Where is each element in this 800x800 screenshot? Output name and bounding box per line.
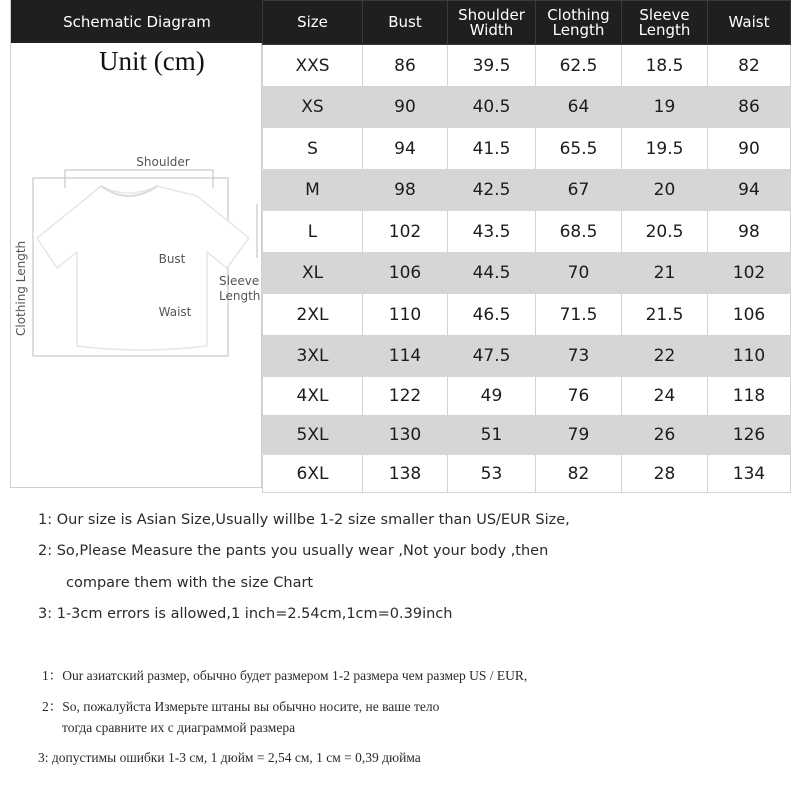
header-shoulder-width: Shoulder Width: [448, 1, 536, 45]
table-row: [263, 128, 791, 170]
unit-label: Unit (cm): [99, 46, 205, 76]
cell-size: XL: [263, 253, 363, 294]
cell-length: 68.5: [536, 211, 622, 253]
cell-waist: 86: [708, 87, 791, 128]
cell-bust: 114: [363, 336, 448, 377]
cell-shoulder: 46.5: [448, 294, 536, 336]
table-row: [263, 416, 791, 455]
header-size: Size: [263, 1, 363, 45]
cell-shoulder: 42.5: [448, 170, 536, 211]
cell-shoulder: 51: [448, 416, 536, 455]
cell-length: 70: [536, 253, 622, 294]
table-row: [263, 336, 791, 377]
cell-size: XXS: [263, 45, 363, 87]
table-row: [263, 87, 791, 128]
cell-length: 65.5: [536, 128, 622, 170]
header-bust: Bust: [363, 1, 448, 45]
cell-sleeve: 18.5: [622, 45, 708, 87]
cell-length: 64: [536, 87, 622, 128]
cell-size: 3XL: [263, 336, 363, 377]
clothing-length-label: Clothing Length: [14, 240, 28, 336]
cell-waist: 106: [708, 294, 791, 336]
cell-bust: 130: [363, 416, 448, 455]
cell-shoulder: 40.5: [448, 87, 536, 128]
cell-sleeve: 26: [622, 416, 708, 455]
table-row: [263, 294, 791, 336]
table-row: [263, 455, 791, 493]
cell-waist: 102: [708, 253, 791, 294]
cell-waist: 90: [708, 128, 791, 170]
cell-waist: 98: [708, 211, 791, 253]
waist-label: Waist: [158, 305, 192, 319]
shoulder-label: Shoulder: [136, 155, 190, 169]
bust-label: Bust: [158, 252, 186, 266]
cell-size: 2XL: [263, 294, 363, 336]
cell-bust: 102: [363, 211, 448, 253]
cell-shoulder: 41.5: [448, 128, 536, 170]
tshirt-silhouette: [37, 186, 249, 350]
cell-length: 79: [536, 416, 622, 455]
cell-sleeve: 19.5: [622, 128, 708, 170]
header-sleeve-length: Sleeve Length: [622, 1, 708, 45]
cell-waist: 82: [708, 45, 791, 87]
cell-length: 73: [536, 336, 622, 377]
cell-size: 4XL: [263, 377, 363, 416]
table-row: [263, 211, 791, 253]
cell-size: M: [263, 170, 363, 211]
cell-shoulder: 47.5: [448, 336, 536, 377]
cell-size: XS: [263, 87, 363, 128]
cell-sleeve: 28: [622, 455, 708, 493]
shoulder-measure-line: [65, 170, 213, 188]
cell-bust: 86: [363, 45, 448, 87]
header-clothing-length: Clothing Length: [536, 1, 622, 45]
cell-bust: 90: [363, 87, 448, 128]
table-row: [263, 377, 791, 416]
cell-shoulder: 49: [448, 377, 536, 416]
cell-sleeve: 24: [622, 377, 708, 416]
cell-shoulder: 53: [448, 455, 536, 493]
cell-bust: 138: [363, 455, 448, 493]
size-chart-table: [262, 0, 791, 493]
cell-bust: 110: [363, 294, 448, 336]
cell-size: S: [263, 128, 363, 170]
cell-length: 76: [536, 377, 622, 416]
table-row: [263, 253, 791, 294]
cell-length: 82: [536, 455, 622, 493]
note-line: 2：So, пожалуйста Измерьте штаны вы обычно носите, не ваше тело: [42, 699, 440, 714]
sleeve-label-line2: Length: [219, 289, 261, 303]
cell-waist: 126: [708, 416, 791, 455]
cell-shoulder: 39.5: [448, 45, 536, 87]
schematic-panel: [10, 0, 262, 488]
cell-length: 67: [536, 170, 622, 211]
cell-sleeve: 21: [622, 253, 708, 294]
cell-waist: 94: [708, 170, 791, 211]
cell-sleeve: 22: [622, 336, 708, 377]
cell-size: 5XL: [263, 416, 363, 455]
table-row: [263, 45, 791, 87]
schematic-header: Schematic Diagram: [11, 0, 263, 43]
sleeve-label-line1: Sleeve: [219, 274, 260, 288]
cell-bust: 106: [363, 253, 448, 294]
table-header-row: [263, 1, 791, 45]
cell-sleeve: 19: [622, 87, 708, 128]
note-line: 1: Our size is Asian Size,Usually willbe 1-2 size smaller than US/EUR Size,: [38, 512, 570, 528]
cell-sleeve: 20.5: [622, 211, 708, 253]
note-line: 1：Our азиатский размер, обычно будет размером 1-2 размера чем размер US / EUR,: [42, 668, 528, 683]
note-line: 3: допустимы ошибки 1-3 см, 1 дюйм = 2,54 см, 1 см = 0,39 дюйма: [38, 750, 421, 765]
cell-waist: 110: [708, 336, 791, 377]
note-line: compare them with the size Chart: [66, 575, 314, 591]
cell-size: L: [263, 211, 363, 253]
cell-bust: 122: [363, 377, 448, 416]
note-line: 2: So,Please Measure the pants you usually wear ,Not your body ,then: [38, 543, 549, 559]
note-line: тогда сравните их с диаграммой размера: [62, 720, 296, 735]
header-waist: Waist: [708, 1, 791, 45]
tshirt-diagram: [11, 130, 263, 370]
cell-sleeve: 21.5: [622, 294, 708, 336]
cell-length: 71.5: [536, 294, 622, 336]
cell-waist: 118: [708, 377, 791, 416]
cell-length: 62.5: [536, 45, 622, 87]
cell-shoulder: 43.5: [448, 211, 536, 253]
cell-shoulder: 44.5: [448, 253, 536, 294]
cell-bust: 94: [363, 128, 448, 170]
cell-waist: 134: [708, 455, 791, 493]
table-row: [263, 170, 791, 211]
note-line: 3: 1-3cm errors is allowed,1 inch=2.54cm,1cm=0.39inch: [38, 606, 453, 622]
cell-sleeve: 20: [622, 170, 708, 211]
cell-bust: 98: [363, 170, 448, 211]
cell-size: 6XL: [263, 455, 363, 493]
